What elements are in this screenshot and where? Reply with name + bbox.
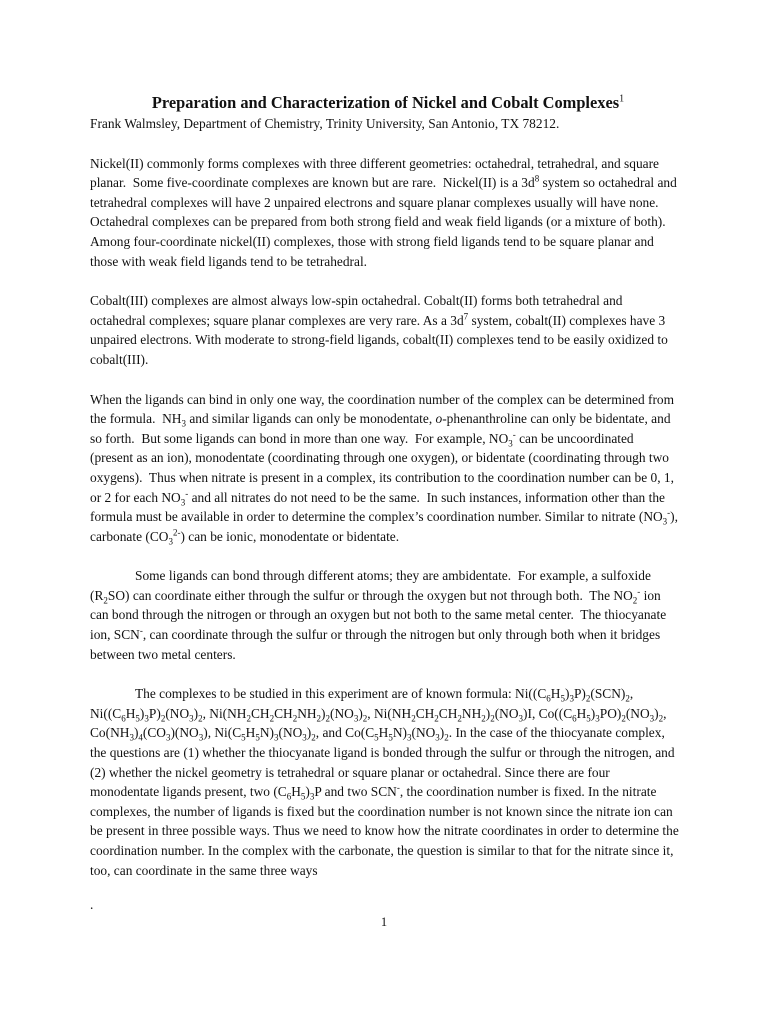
page-number: 1	[380, 915, 388, 929]
paragraph-nickel-geometries: Nickel(II) commonly forms complexes with three different geometries: octahedral, tetrahedral, and square planar. Some five-coordinate complexes are known but are rare. Nickel(II) is a $3d^8$ system so octahedral and tetrahedral complexes will have 2 unpaired electrons and square planar complexes usually will have none. Octahedral complexes can be prepared from both strong field and weak field ligands (or a mixture of both). Among four-coordinate nickel(II) complexes, those with strong field ligands tend to be square planar and those with weak field ligands tend to be tetrahedral.	[90, 155, 677, 269]
paragraph-complexes-studied: The complexes to be studied in this experiment are of known formula: $Ni((C_6H_5)_3P)_2(SCN)_2$, $Ni((C_6H_5)_3P)_2(NO_3)_2$, $Ni(NH_2CH_2CH_2NH_2)_2(NO_3)_2$, $Ni(NH_2CH_2CH_2NH_2)_2(NO_3)I$, $Co((C_6H_5)_3PO)_2(NO_3)_2$, $Co(NH_3)_4(CO_3)(NO_3)$, $Ni(C_5H_5N)_3(NO_3)_2$, and $Co(C_5H_5N)_3(NO_3)_2$. In the case of the thiocyanate complex, the questions are (1) whether the thiocyanate ligand is bonded through the sulfur or through the nitrogen, and (2) whether the nickel geometry is tetrahedral or square planar or octahedral. Since there are four monodentate ligands present, two $(C_6H_5)_3P$ and two SCN-, the coordination number is fixed. In the nitrate complexes, the number of ligands is fixed but the coordination number is not known since the nitrate ion can be present in three possible ways. Thus we need to know how the nitrate coordinates in order to determine the coordination number. In the complex with the carbonate, the question is similar to that for the nitrate since it, too, can coordinate in the same three ways	[90, 686, 679, 878]
paragraph-ambidentate-ligands: Some ligands can bond through different atoms; they are ambidentate. For example, a sulfoxide $(R_2SO)$ can coordinate either through the sulfur or through the oxygen but not through both. The $NO_2^-$ ion can bond through the nitrogen or through an oxygen but not both to the same metal center. The thiocyanate ion, SCN-, can coordinate through the sulfur or through the nitrogen but only through both when it bridges between two metal centers.	[90, 568, 667, 662]
paragraph-coordination-number: When the ligands can bind in only one way, the coordination number of the complex can be determined from the formula. $NH_3$ and similar ligands can only be monodentate, o-phenanthroline can only be bidentate, and so forth. But some ligands can bond in more than one way. For example, $NO_3^-$ can be uncoordinated (present as an ion), monodentate (coordinating through one oxygen), or bidentate (coordinating through two oxygens). Thus when nitrate is present in a complex, its contribution to the coordination number can be 0, 1, or 2 for each $NO_3^-$ and all nitrates do not need to be the same. In such instances, information other than the formula must be available in order to determine the complex’s coordination number. Similar to nitrate $(NO_3^-)$, carbonate $(CO_3^{2-})$ can be ionic, monodentate or bidentate.	[90, 391, 678, 547]
stray-period: .	[90, 897, 94, 913]
page-title	[90, 92, 680, 114]
page-content	[90, 92, 680, 913]
title-footnote-marker: 1	[619, 93, 625, 105]
paragraph-cobalt-complexes: Cobalt(III) complexes are almost always low-spin octahedral. Cobalt(II) forms both tetrahedral and octahedral complexes; square planar complexes are very rare. As a $3d^7$ system, cobalt(II) complexes have 3 unpaired electrons. With moderate to strong-field ligands, cobalt(II) complexes tend to be easily oxidized to cobalt(III).	[90, 293, 668, 367]
title-text: Preparation and Characterization of Nickel and Cobalt Complexes	[151, 93, 620, 112]
author-line: Frank Walmsley, Department of Chemistry, Trinity University, San Antonio, TX 78212.	[90, 116, 560, 131]
